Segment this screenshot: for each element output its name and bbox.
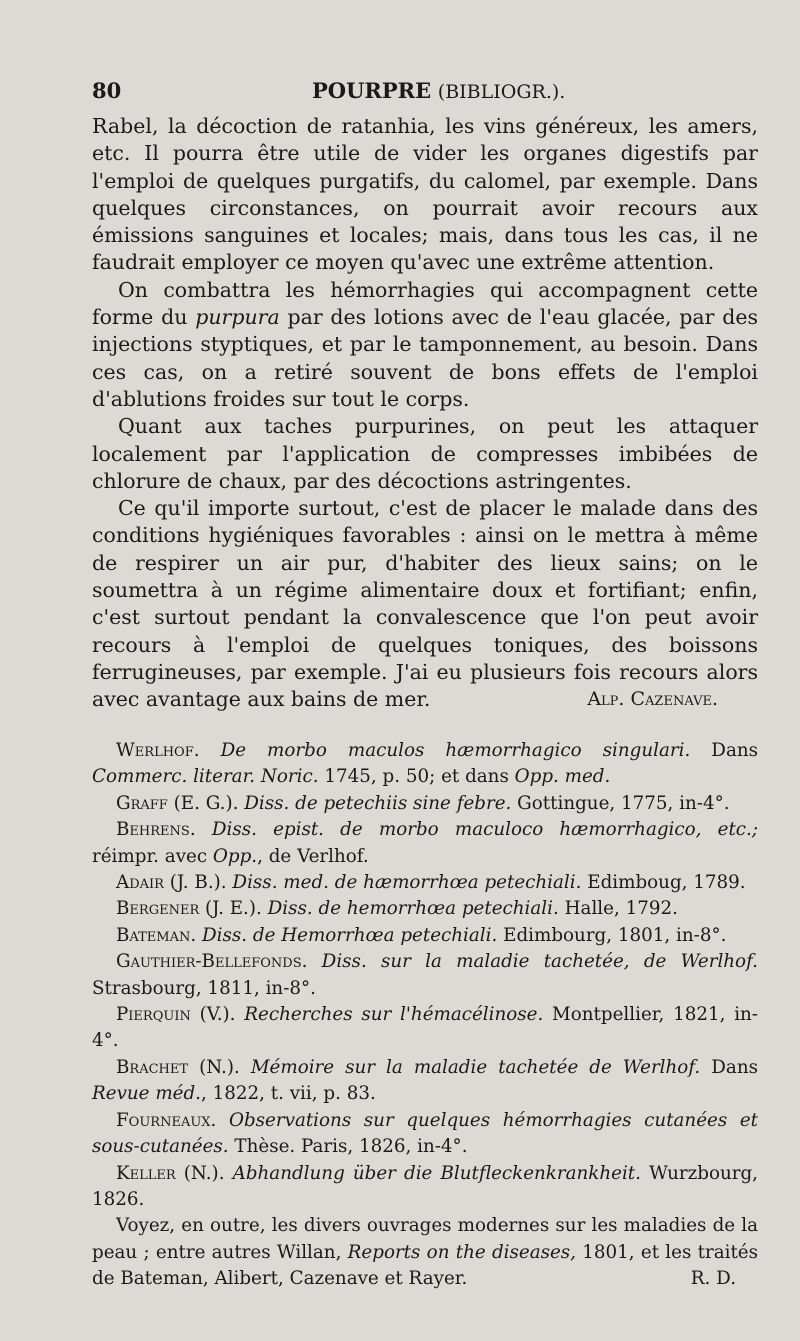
entry-author: Werlhof. [116, 740, 200, 761]
entry-author: Adair (J. B.). [116, 872, 227, 894]
paragraph-text: par des lotions avec de l'eau glacée, par des injections styptiques, et par le tamponnement, au besoin. Dans ces cas, on a retiré souvent de bons effets de l'emploi d'ablutions froides sur tout le corps. [92, 305, 758, 411]
paragraph-text: Ce qu'il importe surtout, c'est de placer le malade dans des conditions hygiéniques favorables : ainsi on le mettra à même de respirer un air pur, d'habiter des lieux sains; on le soumettra à un régime alimentaire doux et fortifiant; enfin, c'est surtout pendant la convalescence que l'on peut avoir recours à l'emploi de quelques toniques, des boissons ferrugineuses, par exemple. J'ai eu plusieurs fois recours alors avec avantage aux bains de mer. [92, 496, 758, 712]
closing-paragraph [92, 1213, 758, 1292]
entry-author: Keller (N.). [116, 1162, 225, 1184]
page-number: 80 [92, 78, 122, 103]
closing-text: 1801, et les traités de Bateman, Alibert, Cazenave et Rayer. [92, 1241, 759, 1290]
paragraph: Quant aux taches purpurines, on peut les attaquer localement par l'application de compresses imbibées de chlorure de chaux, par des décoctions astringentes. [92, 414, 758, 493]
entry-text: Thèse. Paris, 1826, in-4°. [228, 1136, 468, 1158]
entry-title: Diss. med. de hæmorrhœa petechiali. [232, 872, 582, 894]
bibliography-entry [92, 791, 758, 817]
entry-text: Wurzbourg, 1826. [92, 1162, 758, 1210]
author-signature: Alp. Cazenave. [587, 688, 718, 711]
bibliography-entry [92, 1002, 758, 1055]
paragraph [92, 277, 758, 413]
paragraph [92, 495, 758, 713]
bibliography-entry [92, 817, 758, 870]
entry-title: De morbo maculos hæmorrhagico singulari. [220, 740, 691, 761]
running-title [312, 78, 565, 103]
entry-text: Montpellier, 1821, in-4°. [92, 1004, 758, 1052]
entry-author: Bateman. [116, 924, 197, 946]
entry-author: Gauthier-Bellefonds. [116, 951, 308, 973]
entry-text: Dans [700, 1056, 758, 1078]
entry-author: Pierquin (V.). [116, 1004, 236, 1026]
bibliography-entry [92, 1055, 758, 1108]
paragraph-text: On combattra les hémorrhagies qui accompagnent cette forme du [92, 277, 758, 330]
closing-italic: Reports on the diseases, [347, 1241, 576, 1263]
bibliography-entry [92, 870, 758, 896]
closing-text: Voyez, en outre, les divers ouvrages modernes sur les maladies de la peau ; entre autres Willan, [92, 1215, 758, 1263]
entry-title: Observations sur quelques hémorrhagies cutanées et sous-cutanées. [92, 1109, 758, 1158]
entry-text: Gottingue, 1775, in-4°. [511, 792, 730, 814]
bibliography-entry [92, 896, 758, 922]
entry-italic: Revue méd. [92, 1083, 201, 1105]
entry-title: Diss. de hemorrhœa petechiali. [267, 898, 559, 920]
running-title-sub: (BIBLIOGR.). [437, 81, 566, 103]
running-head [90, 78, 760, 108]
entry-author: Graff (E. G.). [116, 792, 239, 814]
entry-text: , de Verlhof. [257, 845, 369, 867]
bibliography-entry [92, 738, 758, 791]
running-title-main: POURPRE [312, 78, 432, 103]
bibliography-entry [92, 949, 758, 1002]
entry-italic: Opp. [212, 845, 258, 867]
entry-title: Diss. sur la maladie tachetée, de Werlhof. [321, 951, 758, 973]
entry-title: Recherches sur l'hémacélinose. [244, 1004, 544, 1026]
paragraph-italic: purpura [195, 305, 280, 330]
entry-text: Halle, 1792. [558, 898, 678, 920]
entry-title: Diss. de Hemorrhœa petechiali. [201, 924, 498, 946]
entry-text: Edimbourg, 1801, in-8°. [497, 924, 727, 946]
entry-text: réimpr. avec [92, 845, 213, 867]
entry-title: Diss. de petechiis sine febre. [244, 792, 512, 814]
bibliography [92, 738, 758, 1293]
main-text [92, 113, 758, 714]
entry-author: Fourneaux. [116, 1109, 217, 1131]
paragraph: Rabel, la décoction de ratanhia, les vins généreux, les amers, etc. Il pourra être utile de vider les organes digestifs par l'emploi de quelques purgatifs, du calomel, par exemple. Dans quelques circonstances, on pourrait avoir recours aux émissions sanguines et locales; mais, dans tous les cas, il ne faudrait employer ce moyen qu'avec une extrême attention. [92, 114, 758, 275]
entry-author: Behrens. [116, 819, 196, 841]
entry-text: Dans [690, 740, 758, 761]
entry-text: Edimboug, 1789. [581, 872, 746, 894]
editor-initials: R. D. [690, 1268, 736, 1290]
entry-title: Abhandlung über die Blutfleckenkrankheit. [232, 1162, 641, 1184]
entry-author: Brachet (N.). [116, 1056, 240, 1078]
entry-text: Strasbourg, 1811, in-8°. [92, 977, 316, 999]
bibliography-entry [92, 923, 758, 949]
entry-title: Diss. epist. de morbo maculoco hæmorrhagico, etc.; [211, 819, 759, 841]
entry-author: Bergener (J. E.). [116, 898, 262, 920]
entry-text: 1745, p. 50; et dans [318, 766, 515, 788]
entry-italic: Commerc. literar. Noric. [92, 766, 319, 788]
bibliography-entry [92, 1108, 758, 1161]
bibliography-entry [92, 1161, 758, 1214]
entry-text: , 1822, t. vii, p. 83. [200, 1083, 376, 1105]
entry-title: Mémoire sur la maladie tachetée de Werlhof. [250, 1056, 701, 1078]
entry-italic: Opp. med. [514, 766, 611, 788]
